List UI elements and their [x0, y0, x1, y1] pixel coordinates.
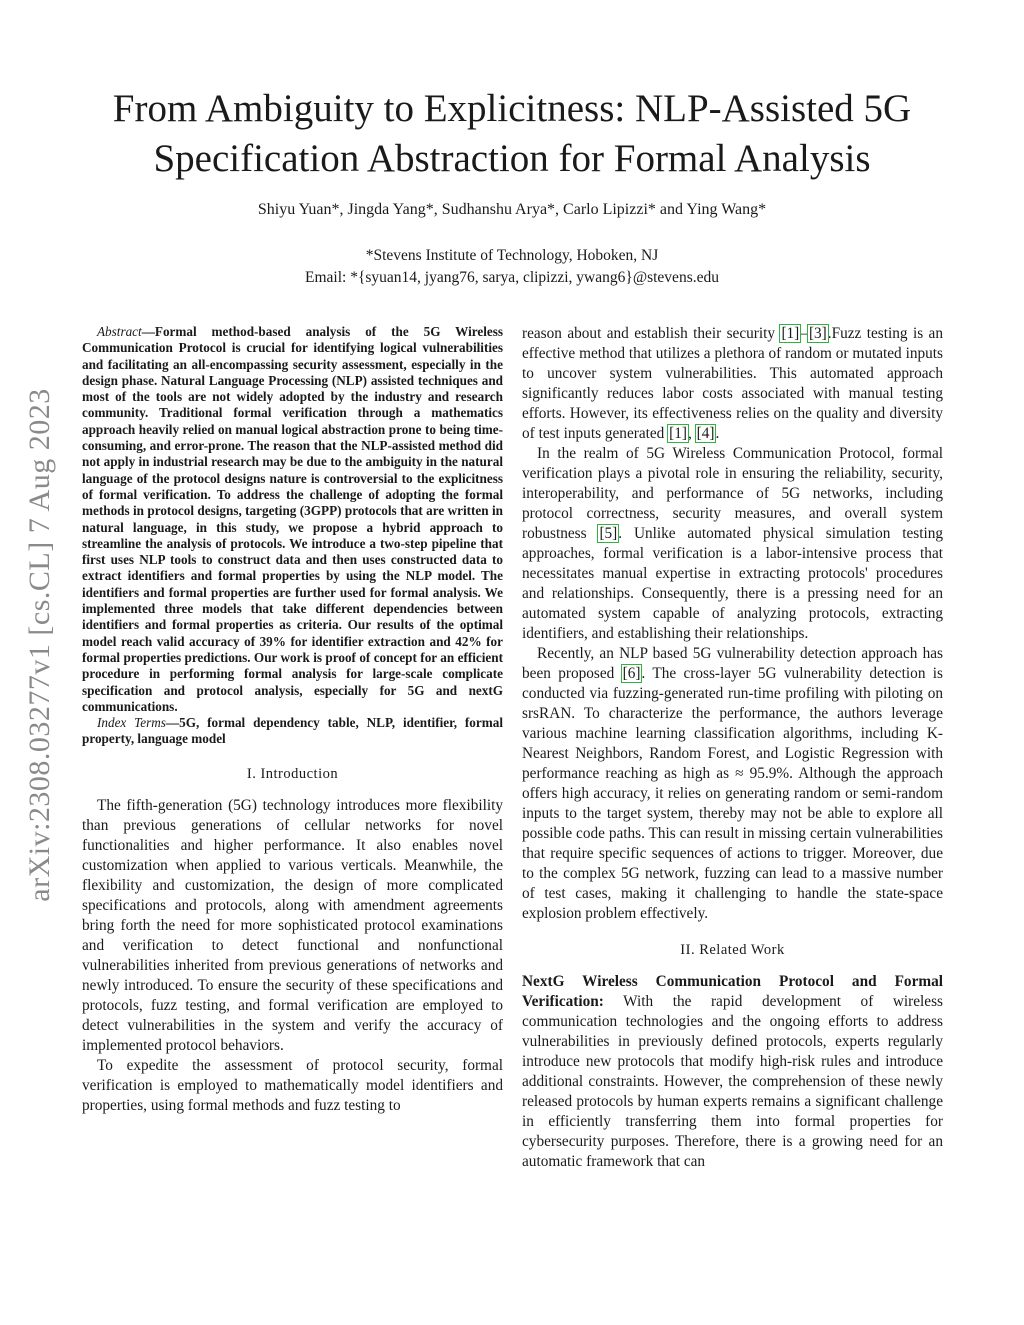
affiliation-block: [0, 245, 1024, 289]
intro-paragraph-1: The fifth-generation (5G) technology introduces more flexibility than previous generations of cellular networks for novel functionalities and higher performance. It also enables novel customization when applied to various verticals. Meanwhile, the flexibility and customization, the design of more complicated specifications and protocols, along with amendment agreements bring forth the need for more sophisticated protocol examinations and verification to detect functional and nonfunctional vulnerabilities inherited from previous generations of networks and newly introduced. To ensure the security of these specifications and protocols, fuzz testing, and formal verification are employed to detect vulnerabilities in the system and verify the accuracy of implemented protocol behaviors.: [82, 796, 503, 1054]
citation-link[interactable]: [1]: [669, 425, 687, 442]
section-heading-related-work: II. Related Work: [680, 942, 785, 958]
citation-link[interactable]: [1]: [781, 325, 800, 342]
citation-link[interactable]: [5]: [599, 525, 618, 542]
index-terms-label: Index Terms: [97, 715, 166, 731]
citation-link[interactable]: [6]: [622, 665, 641, 682]
title-line-2: Specification Abstraction for Formal Analysis: [153, 137, 871, 180]
affiliation: *Stevens Institute of Technology, Hoboken, NJ: [365, 247, 659, 264]
citation-link[interactable]: [4]: [696, 425, 715, 442]
paper-title: [0, 84, 1024, 184]
arxiv-watermark: arXiv:2308.03277v1 [cs.CL] 7 Aug 2023: [23, 388, 56, 902]
abstract: [82, 324, 503, 715]
text-run: –: [800, 325, 808, 342]
text-run: Recently, an NLP based 5G vulnerability detection approach has been proposed: [522, 645, 943, 682]
index-terms: [82, 715, 503, 748]
abstract-label: Abstract: [97, 324, 142, 339]
right-column: [522, 324, 943, 1172]
abstract-text: —Formal method-based analysis of the 5G Wireless Communication Protocol is crucial for identifying logical vulnerabilities and facilitating an all-encompassing security assessment, especially in the design phase. Natural Language Processing (NLP) assisted techniques and most of the tools are not widely adopted by the industry and research community. Traditional formal verification through a mathematics approach heavily relied on manual logical abstraction prone to being time-consuming, and error-prone. The reason that the NLP-assisted method did not apply in industrial research may be due to the ambiguity in the natural language of the protocol designs nature is controversial to the explicitness of formal verification. To address the challenge of adopting the formal methods in protocol designs, targeting (3GPP) protocols that are written in natural language, in this study, we propose a hybrid approach to streamline the analysis of protocols. We introduce a two-step pipeline that first uses NLP tools to construct data and then uses constructed data to extract identifiers and formal properties by using the NLP model. The identifiers and formal properties are further used for formal analysis. We implemented three models that take different dependencies between identifiers and formal properties as criteria. Our results of the optimal model reach valid accuracy of 39% for identifier extraction and 42% for formal properties predictions. Our work is proof of concept for an efficient procedure in performing formal analysis for large-scale complicate specification and protocol analysis, especially for 5G and nextG communications.: [82, 324, 503, 714]
title-line-1: From Ambiguity to Explicitness: NLP-Assisted 5G: [112, 87, 912, 130]
intro-paragraph-2: To expedite the assessment of protocol security, formal verification is employed to mathematically model identifiers and properties, using formal methods and fuzz testing to: [82, 1056, 503, 1114]
text-run: reason about and establish their security: [522, 325, 781, 342]
text-run: ,: [687, 425, 696, 442]
text-run: .Fuzz testing is an effective method that utilizes a plethora of random or mutated inputs to uncover system vulnerabilities. This automated approach significantly reduces labor costs associated with manual testing efforts. However, its effectiveness relies on the quality and diversity of test inputs generated: [522, 325, 943, 442]
text-run: . Unlike automated physical simulation testing approaches, formal verification is a labor-intensive process that necessitates manual expertise in extracting protocols' procedures and relationships. Consequently, there is a pressing need for an automated system capable of analyzing protocols, extracting identifiers, and establishing their relationships.: [522, 525, 943, 642]
related-work-paragraph: [522, 972, 943, 1172]
email: Email: *{syuan14, jyang76, sarya, clipizzi, ywang6}@stevens.edu: [305, 269, 719, 286]
index-terms-text: —5G, formal dependency table, NLP, identifier, formal property, language model: [82, 715, 503, 747]
section-heading-introduction: I. Introduction: [246, 765, 339, 782]
text-run: In the realm of 5G Wireless Communication Protocol, formal verification plays a pivotal role in ensuring the reliability, security, interoperability, and performance of 5G networks, including protocol correctness, security measures, and overall system robustness: [522, 445, 943, 542]
text-run: . The cross-layer 5G vulnerability detection is conducted via fuzzing-generated run-time profiling with piloting on srsRAN. To characterize the performance, the authors leverage various machine learning classification algorithms, including K-Nearest Neighbors, Random Forest, and Logistic Regression with performance reaching as high as ≈ 95.9%. Although the approach offers high accuracy, it relies on generating random or semi-random inputs to the target system, thereby may not be able to explore all possible code paths. This can result in missing certain vulnerabilities that require specific sequences of actions to trigger. Moreover, due to the complex 5G network, fuzzing can lead to a massive number of test cases, making it challenging to handle the state-space explosion problem effectively.: [522, 665, 943, 922]
right-paragraph-2: [522, 444, 943, 644]
author-list: Shiyu Yuan*, Jingda Yang*, Sudhanshu Arya*, Carlo Lipizzi* and Ying Wang*: [257, 201, 767, 218]
related-work-text: With the rapid development of wireless communication technologies and the ongoing efforts to address vulnerabilities in previously defined protocols, experts regularly introduce new protocols that modify high-risk rules and introduce additional constraints. However, the comprehension of these newly released protocols by human experts remains a significant challenge in efficiently transferring them into formal properties for cybersecurity purposes. Therefore, there is a growing need for an automatic framework that can: [522, 993, 943, 1170]
left-column: [82, 324, 503, 1116]
citation-link[interactable]: [3]: [808, 325, 827, 342]
related-work-subheading: NextG Wireless Communication Protocol and Formal Verification:: [522, 973, 943, 1010]
text-run: .: [715, 425, 720, 442]
right-paragraph-1: [522, 324, 943, 444]
right-paragraph-3: [522, 644, 943, 924]
